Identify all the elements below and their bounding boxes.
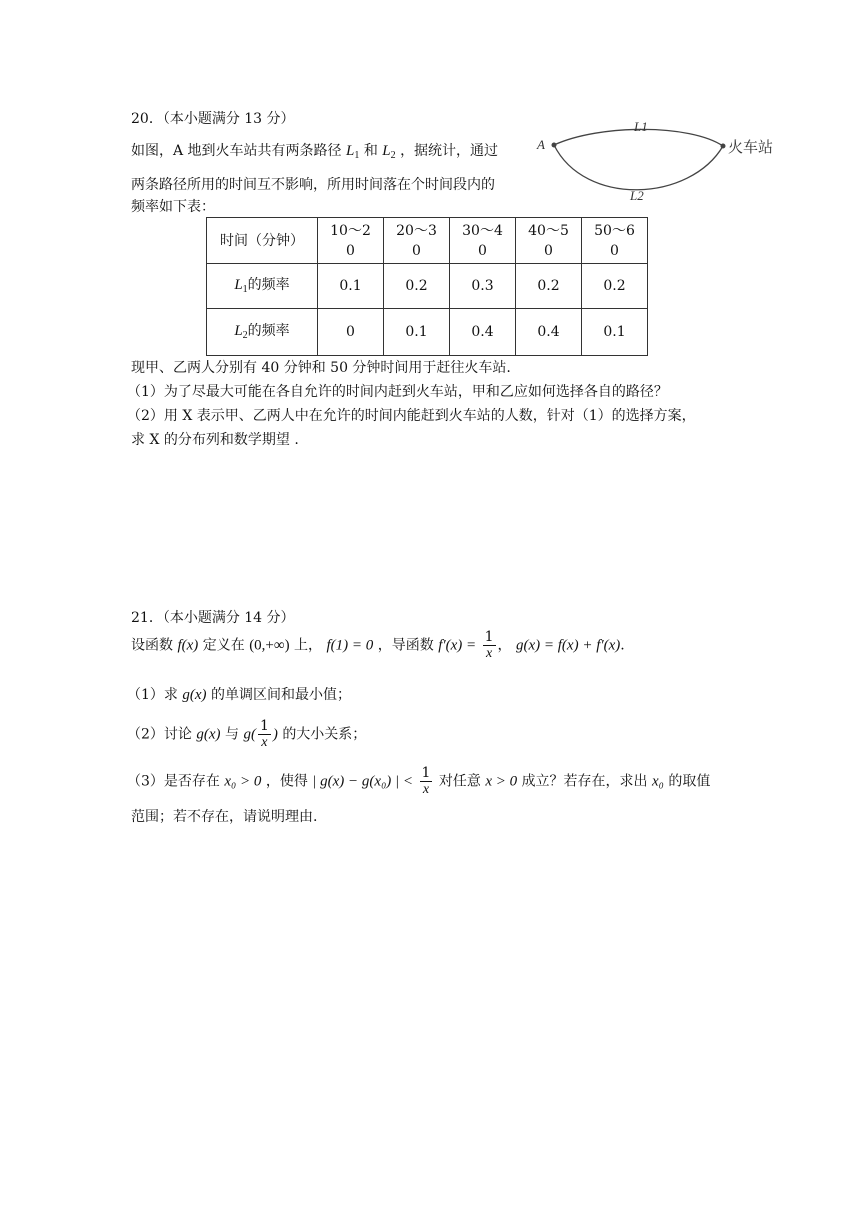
interval-cell: 20～3 0 (384, 218, 450, 264)
problem-21-line1: 设函数 f(x) 定义在 (0,+∞) 上， f(1) = 0 ，导函数 f′(x) = $\frac{1}{x}$ ， g(x) = f(x) + f′(x). (131, 629, 625, 661)
value-cell: 0.2 (582, 264, 648, 309)
value-cell: 0.2 (516, 264, 582, 309)
value-cell: 0 (318, 309, 384, 356)
value-cell: 0.2 (384, 264, 450, 309)
interval-cell: 50～6 0 (582, 218, 648, 264)
x0-condition: x₀ > 0 (224, 773, 262, 790)
table-row-l1 (207, 264, 648, 309)
x0-symbol: x₀ (652, 773, 664, 790)
problem-21-question-3-line1: （3）是否存在 x₀ > 0 ，使得 | g(x) − g(x₀) | < $\frac{1}{x}$ 对任意 x > 0 成立？若存在，求出 x₀ 的取值 (127, 765, 711, 797)
g-of-x: g(x) (196, 726, 221, 743)
intro-and: 和 (363, 143, 378, 159)
f-of-x: f(x) (177, 637, 199, 654)
table-header-row (207, 218, 648, 264)
problem-20-question-2-line1: （2）用 X 表示甲、乙两人中在允许的时间内能赶到火车站的人数，针对（1）的选择方案， (127, 408, 696, 424)
point-a-label: A (537, 137, 545, 152)
interval-cell: 40～5 0 (516, 218, 582, 264)
problem-20-intro-line1 (131, 140, 498, 160)
station-dot (721, 144, 726, 149)
row-label-l1: $L_1$的频率 (207, 264, 318, 309)
fraction-1-over-x: $\frac{1}{x}$ (259, 718, 269, 750)
table-row-l2 (207, 309, 648, 356)
value-cell: 0.1 (582, 309, 648, 356)
f-prime: f′(x) = (438, 637, 477, 654)
value-cell: 0.3 (450, 264, 516, 309)
problem-20-header: 20．（本小题满分 13 分） (131, 111, 295, 127)
g-definition: g(x) = f(x) + f′(x) (515, 637, 621, 654)
problem-20-intro-line2: 两条路径所用的时间互不影响，所用时间落在个时间段内的 (131, 177, 495, 193)
problem-21-header: 21．（本小题满分 14 分） (131, 610, 295, 626)
problem-20-intro-line3: 频率如下表： (131, 199, 215, 215)
path-l2-symbol: $L_2$ (382, 143, 396, 161)
value-cell: 0.1 (318, 264, 384, 309)
domain-interval: (0,+∞) (249, 637, 290, 654)
value-cell: 0.1 (384, 309, 450, 356)
intro-text-b: ，据统计，通过 (400, 143, 499, 159)
x-positive: x > 0 (485, 773, 518, 790)
problem-20-after-table: 现甲、乙两人分别有 40 分钟和 50 分钟时间用于赶往火车站. (131, 360, 511, 376)
point-a-dot (552, 143, 557, 148)
value-cell: 0.4 (450, 309, 516, 356)
station-label: 火车站 (728, 138, 774, 156)
route-diagram (530, 112, 780, 208)
row-label-l2: $L_2$的频率 (207, 309, 318, 356)
l1-label: L1 (634, 119, 648, 134)
fraction-1-over-x: $\frac{1}{x}$ (484, 629, 494, 661)
interval-cell: 10～2 0 (318, 218, 384, 264)
f-of-1: f(1) = 0 (326, 637, 374, 654)
problem-21-question-3-line2: 范围；若不存在，请说明理由. (131, 809, 318, 825)
path-l1-symbol: $L_1$ (346, 143, 360, 161)
inequality: | g(x) − g(x₀) | < (312, 773, 414, 790)
frequency-table (206, 217, 648, 356)
route-l2-curve (554, 145, 723, 190)
fraction-1-over-x: $\frac{1}{x}$ (421, 765, 431, 797)
intro-text-a: 如图，A 地到火车站共有两条路径 (131, 143, 342, 159)
problem-21-question-2: （2）讨论 g(x) 与 g( $\frac{1}{x}$ ) 的大小关系； (127, 718, 367, 750)
problem-20-question-1: （1）为了尽最大可能在各自允许的时间内赶到火车站，甲和乙应如何选择各自的路径？ (127, 384, 668, 400)
interval-cell: 30～4 0 (450, 218, 516, 264)
value-cell: 0.4 (516, 309, 582, 356)
l2-label: L2 (630, 188, 644, 203)
header-time-cell: 时间（分钟） (207, 218, 318, 264)
problem-21-question-1: （1）求 g(x) 的单调区间和最小值； (127, 687, 351, 703)
problem-20-question-2-line2: 求 X 的分布列和数学期望 . (131, 432, 299, 448)
g-of-x: g(x) (182, 687, 207, 703)
